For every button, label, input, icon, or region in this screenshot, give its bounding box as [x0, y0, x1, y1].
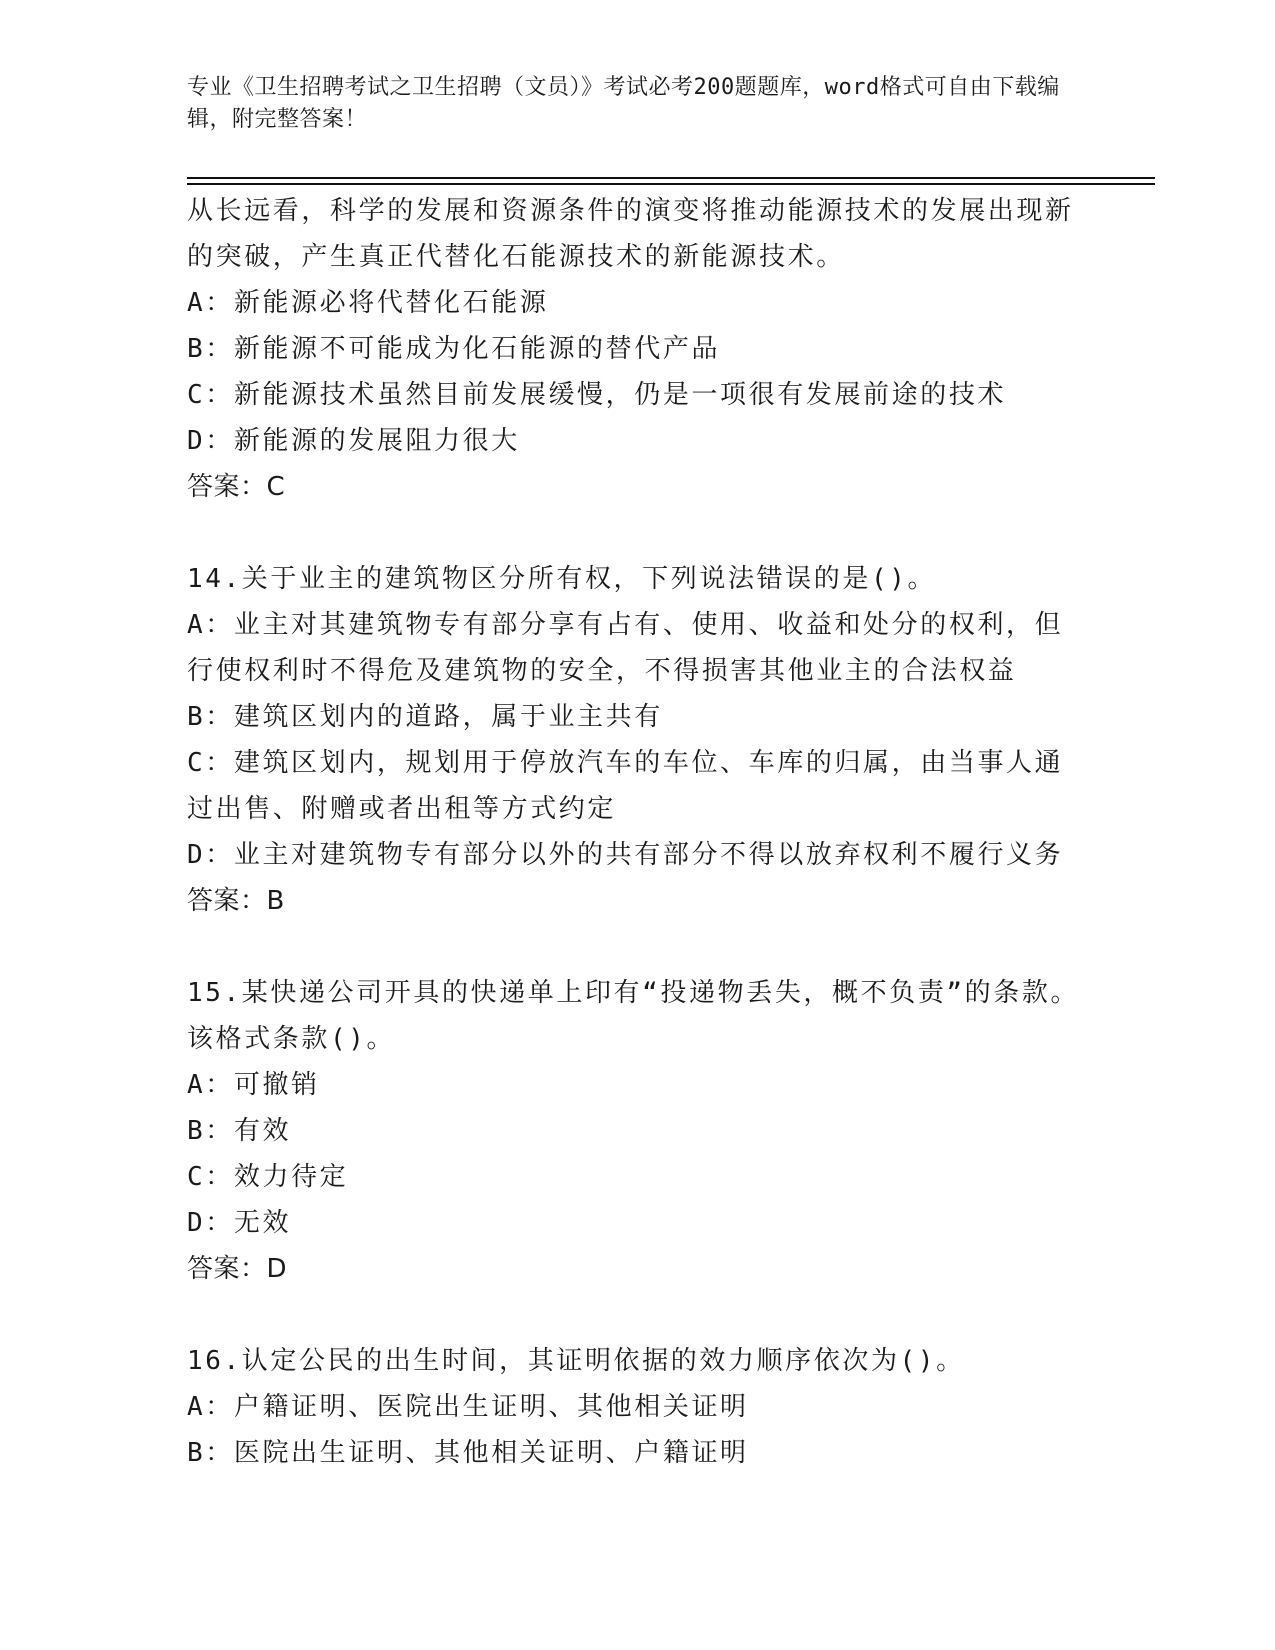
- question-14: [187, 556, 1087, 924]
- answer-line: 答案：B: [187, 886, 285, 916]
- question-stem: 16.认定公民的出生时间，其证明依据的效力顺序依次为()。: [187, 1346, 965, 1376]
- spacer: [187, 924, 1087, 970]
- question-16: [187, 1338, 1087, 1476]
- spacer: [187, 510, 1087, 556]
- answer-line: 答案：C: [187, 472, 286, 502]
- option-b: B：新能源不可能成为化石能源的替代产品: [187, 334, 721, 364]
- question-stem: 15.某快递公司开具的快递单上印有“投递物丢失，概不负责”的条款。该格式条款()。: [187, 978, 1080, 1054]
- question-stem: 从长远看，科学的发展和资源条件的演变将推动能源技术的发展出现新的突破，产生真正代替化石能源技术的新能源技术。: [187, 196, 1074, 272]
- header-rule-bottom: [187, 183, 1155, 185]
- question-15: [187, 970, 1087, 1292]
- question-list: [187, 188, 1087, 1476]
- option-a: A：户籍证明、医院出生证明、其他相关证明: [187, 1392, 749, 1422]
- option-a: A：业主对其建筑物专有部分享有占有、使用、收益和处分的权利，但行使权利时不得危及建筑物的安全，不得损害其他业主的合法权益: [187, 610, 1064, 686]
- option-d: D：业主对建筑物专有部分以外的共有部分不得以放弃权利不履行义务: [187, 840, 1064, 870]
- option-b: B：医院出生证明、其他相关证明、户籍证明: [187, 1438, 749, 1468]
- question-stem: 14.关于业主的建筑物区分所有权，下列说法错误的是()。: [187, 564, 937, 594]
- option-a: A：新能源必将代替化石能源: [187, 288, 549, 318]
- option-d: D：无效: [187, 1208, 292, 1238]
- option-b: B：有效: [187, 1116, 292, 1146]
- option-c: C：新能源技术虽然目前发展缓慢，仍是一项很有发展前途的技术: [187, 380, 1007, 410]
- document-header: 专业《卫生招聘考试之卫生招聘（文员）》考试必考200题题库，word格式可自由下载编辑，附完整答案！: [187, 75, 1060, 132]
- option-c: C：建筑区划内，规划用于停放汽车的车位、车库的归属，由当事人通过出售、附赠或者出租等方式约定: [187, 748, 1064, 824]
- answer-line: 答案：D: [187, 1254, 288, 1284]
- header-rule-top: [187, 177, 1155, 179]
- question-13: [187, 188, 1087, 510]
- option-c: C：效力待定: [187, 1162, 349, 1192]
- option-b: B：建筑区划内的道路，属于业主共有: [187, 702, 663, 732]
- spacer: [187, 1292, 1087, 1338]
- option-d: D：新能源的发展阻力很大: [187, 426, 520, 456]
- option-a: A：可撤销: [187, 1070, 320, 1100]
